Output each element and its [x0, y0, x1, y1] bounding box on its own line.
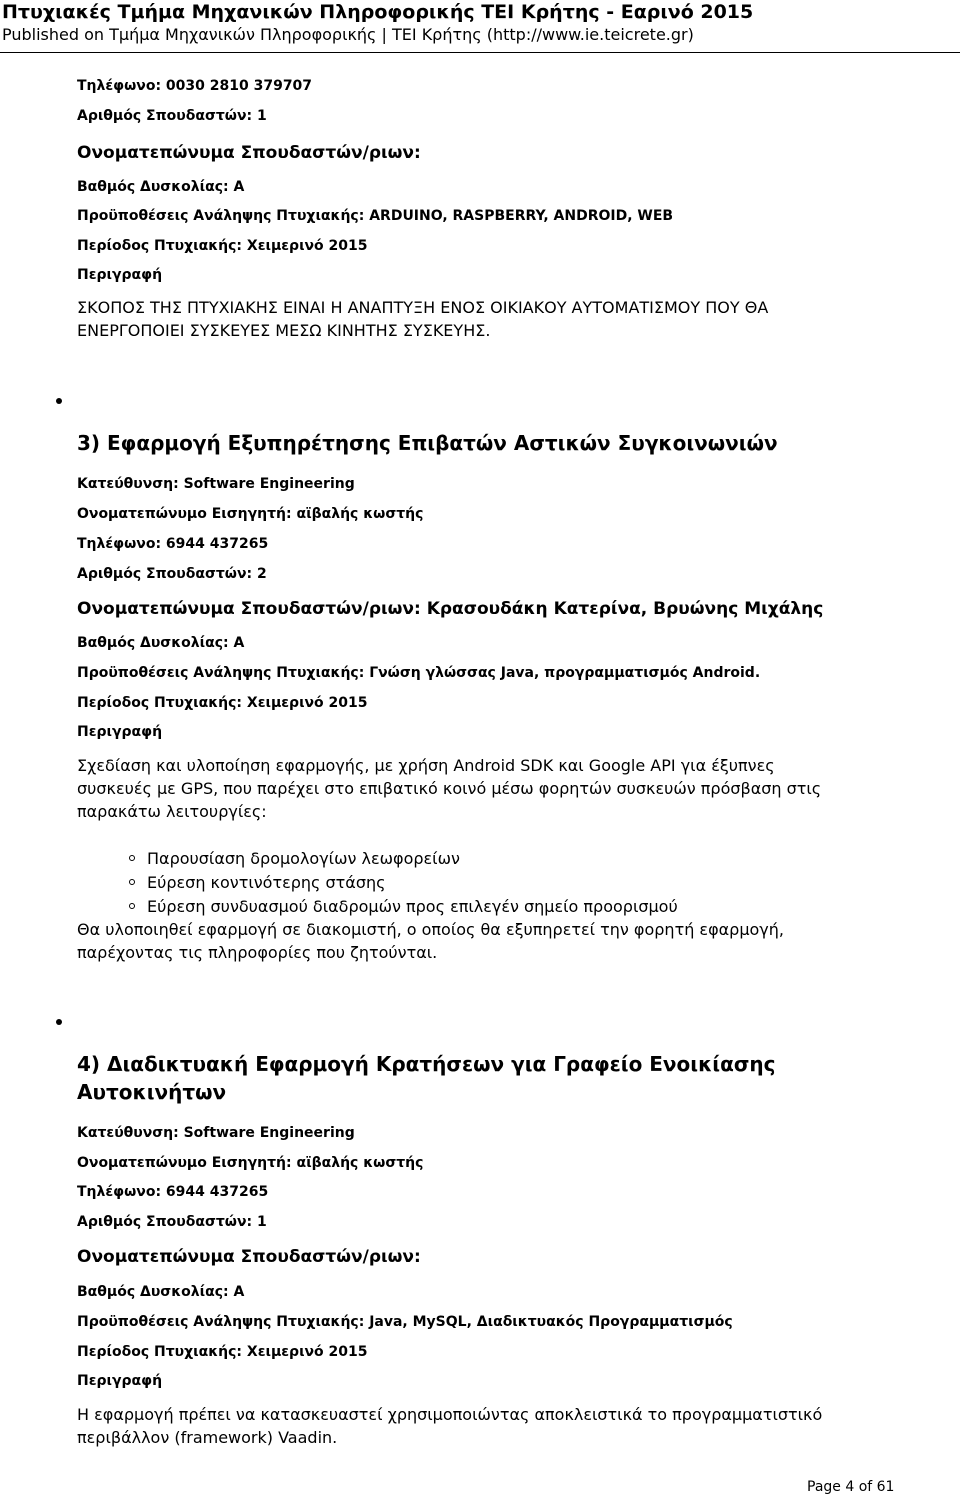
- p4-description-line: Η εφαρμογή πρέπει να κατασκευαστεί χρησιμοποιώντας αποκλειστικά το προγραμματιστικό: [77, 1405, 823, 1424]
- p4-description-line: περιβάλλον (framework) Vaadin.: [77, 1428, 338, 1447]
- p4-students: Ονοματεπώνυμα Σπουδαστών/ριων:: [77, 1247, 421, 1267]
- p3-difficulty: Βαθμός Δυσκολίας: A: [77, 635, 245, 651]
- p4-description-label: Περιγραφή: [77, 1373, 163, 1389]
- project-4-title-line: Αυτοκινήτων: [77, 1080, 227, 1104]
- p3-description-line: παρακάτω λειτουργίες:: [77, 802, 267, 821]
- p3-description-label: Περιγραφή: [77, 724, 163, 740]
- p3-direction: Κατεύθυνση: Software Engineering: [77, 476, 355, 492]
- prev-description-line: ΣΚΟΠΟΣ ΤΗΣ ΠΤΥΧΙΑΚΗΣ ΕΙΝΑΙ Η ΑΝΑΠΤΥΞΗ ΕΝΟΣ ΟΙΚΙΑΚΟΥ ΑΥΤΟΜΑΤΙΣΜΟΥ ΠΟΥ ΘΑ: [77, 298, 769, 317]
- prev-students: Ονοματεπώνυμα Σπουδαστών/ριων:: [77, 143, 421, 163]
- p4-direction: Κατεύθυνση: Software Engineering: [77, 1125, 355, 1141]
- p4-period: Περίοδος Πτυχιακής: Χειμερινό 2015: [77, 1344, 368, 1360]
- prev-period: Περίοδος Πτυχιακής: Χειμερινό 2015: [77, 238, 368, 254]
- prev-description-line: ΕΝΕΡΓΟΠΟΙΕΙ ΣΥΣΚΕΥΕΣ ΜΕΣΩ ΚΙΝΗΤΗΣ ΣΥΣΚΕΥΗΣ.: [77, 321, 491, 340]
- prev-phone: Τηλέφωνο: 0030 2810 379707: [77, 78, 313, 94]
- project-4-title-line: 4) Διαδικτυακή Εφαρμογή Κρατήσεων για Γραφείο Ενοικίασης: [77, 1052, 776, 1076]
- p3-prerequisites: Προϋποθέσεις Ανάληψης Πτυχιακής: Γνώση γλώσσας Java, προγραμματισμός Android.: [77, 665, 761, 681]
- sub-bullet: [129, 903, 135, 909]
- p4-prerequisites: Προϋποθέσεις Ανάληψης Πτυχιακής: Java, MySQL, Διαδικτυακός Προγραμματισμός: [77, 1314, 733, 1330]
- p3-description-line: συσκευές με GPS, που παρέχει στο επιβατικό κοινό μέσω φορητών συσκευών πρόσβαση στις: [77, 779, 822, 798]
- p3-feature-item: Εύρεση κοντινότερης στάσης: [147, 873, 386, 892]
- header-title: Πτυχιακές Τμήμα Μηχανικών Πληροφορικής ΤΕΙ Κρήτης - Εαρινό 2015: [2, 1, 754, 23]
- p4-phone: Τηλέφωνο: 6944 437265: [77, 1184, 269, 1200]
- project-bullet: [56, 398, 62, 404]
- header-divider: [0, 52, 960, 53]
- prev-student-count: Αριθμός Σπουδαστών: 1: [77, 108, 267, 124]
- page-number: Page 4 of 61: [807, 1479, 895, 1495]
- prev-prerequisites: Προϋποθέσεις Ανάληψης Πτυχιακής: ARDUINO, RASPBERRY, ANDROID, WEB: [77, 208, 674, 224]
- p4-supervisor: Ονοματεπώνυμο Εισηγητή: αϊβαλής κωστής: [77, 1155, 424, 1171]
- p3-period: Περίοδος Πτυχιακής: Χειμερινό 2015: [77, 695, 368, 711]
- p4-difficulty: Βαθμός Δυσκολίας: A: [77, 1284, 245, 1300]
- project-bullet: [56, 1019, 62, 1025]
- p4-student-count: Αριθμός Σπουδαστών: 1: [77, 1214, 267, 1230]
- sub-bullet: [129, 855, 135, 861]
- p3-supervisor: Ονοματεπώνυμο Εισηγητή: αϊβαλής κωστής: [77, 506, 424, 522]
- p3-description-line: Σχεδίαση και υλοποίηση εφαρμογής, με χρήση Android SDK και Google API για έξυπνες: [77, 756, 775, 775]
- prev-difficulty: Βαθμός Δυσκολίας: A: [77, 179, 245, 195]
- sub-bullet: [129, 879, 135, 885]
- project-3-title: 3) Εφαρμογή Εξυπηρέτησης Επιβατών Αστικών Συγκοινωνιών: [77, 431, 778, 455]
- header-subtitle: Published on Τμήμα Μηχανικών Πληροφορικής | ΤΕΙ Κρήτης (http://www.ie.teicrete.gr): [2, 25, 694, 44]
- p3-closing-line: παρέχοντας τις πληροφορίες που ζητούνται.: [77, 943, 438, 962]
- p3-student-count: Αριθμός Σπουδαστών: 2: [77, 566, 267, 582]
- p3-students: Ονοματεπώνυμα Σπουδαστών/ριων: Κρασουδάκη Κατερίνα, Βρυώνης Μιχάλης: [77, 599, 824, 619]
- p3-phone: Τηλέφωνο: 6944 437265: [77, 536, 269, 552]
- p3-feature-item: Παρουσίαση δρομολογίων λεωφορείων: [147, 849, 460, 868]
- p3-closing-line: Θα υλοποιηθεί εφαρμογή σε διακομιστή, ο οποίος θα εξυπηρετεί την φορητή εφαρμογή,: [77, 920, 784, 939]
- p3-feature-item: Εύρεση συνδυασμού διαδρομών προς επιλεγέν σημείο προορισμού: [147, 897, 678, 916]
- prev-description-label: Περιγραφή: [77, 267, 163, 283]
